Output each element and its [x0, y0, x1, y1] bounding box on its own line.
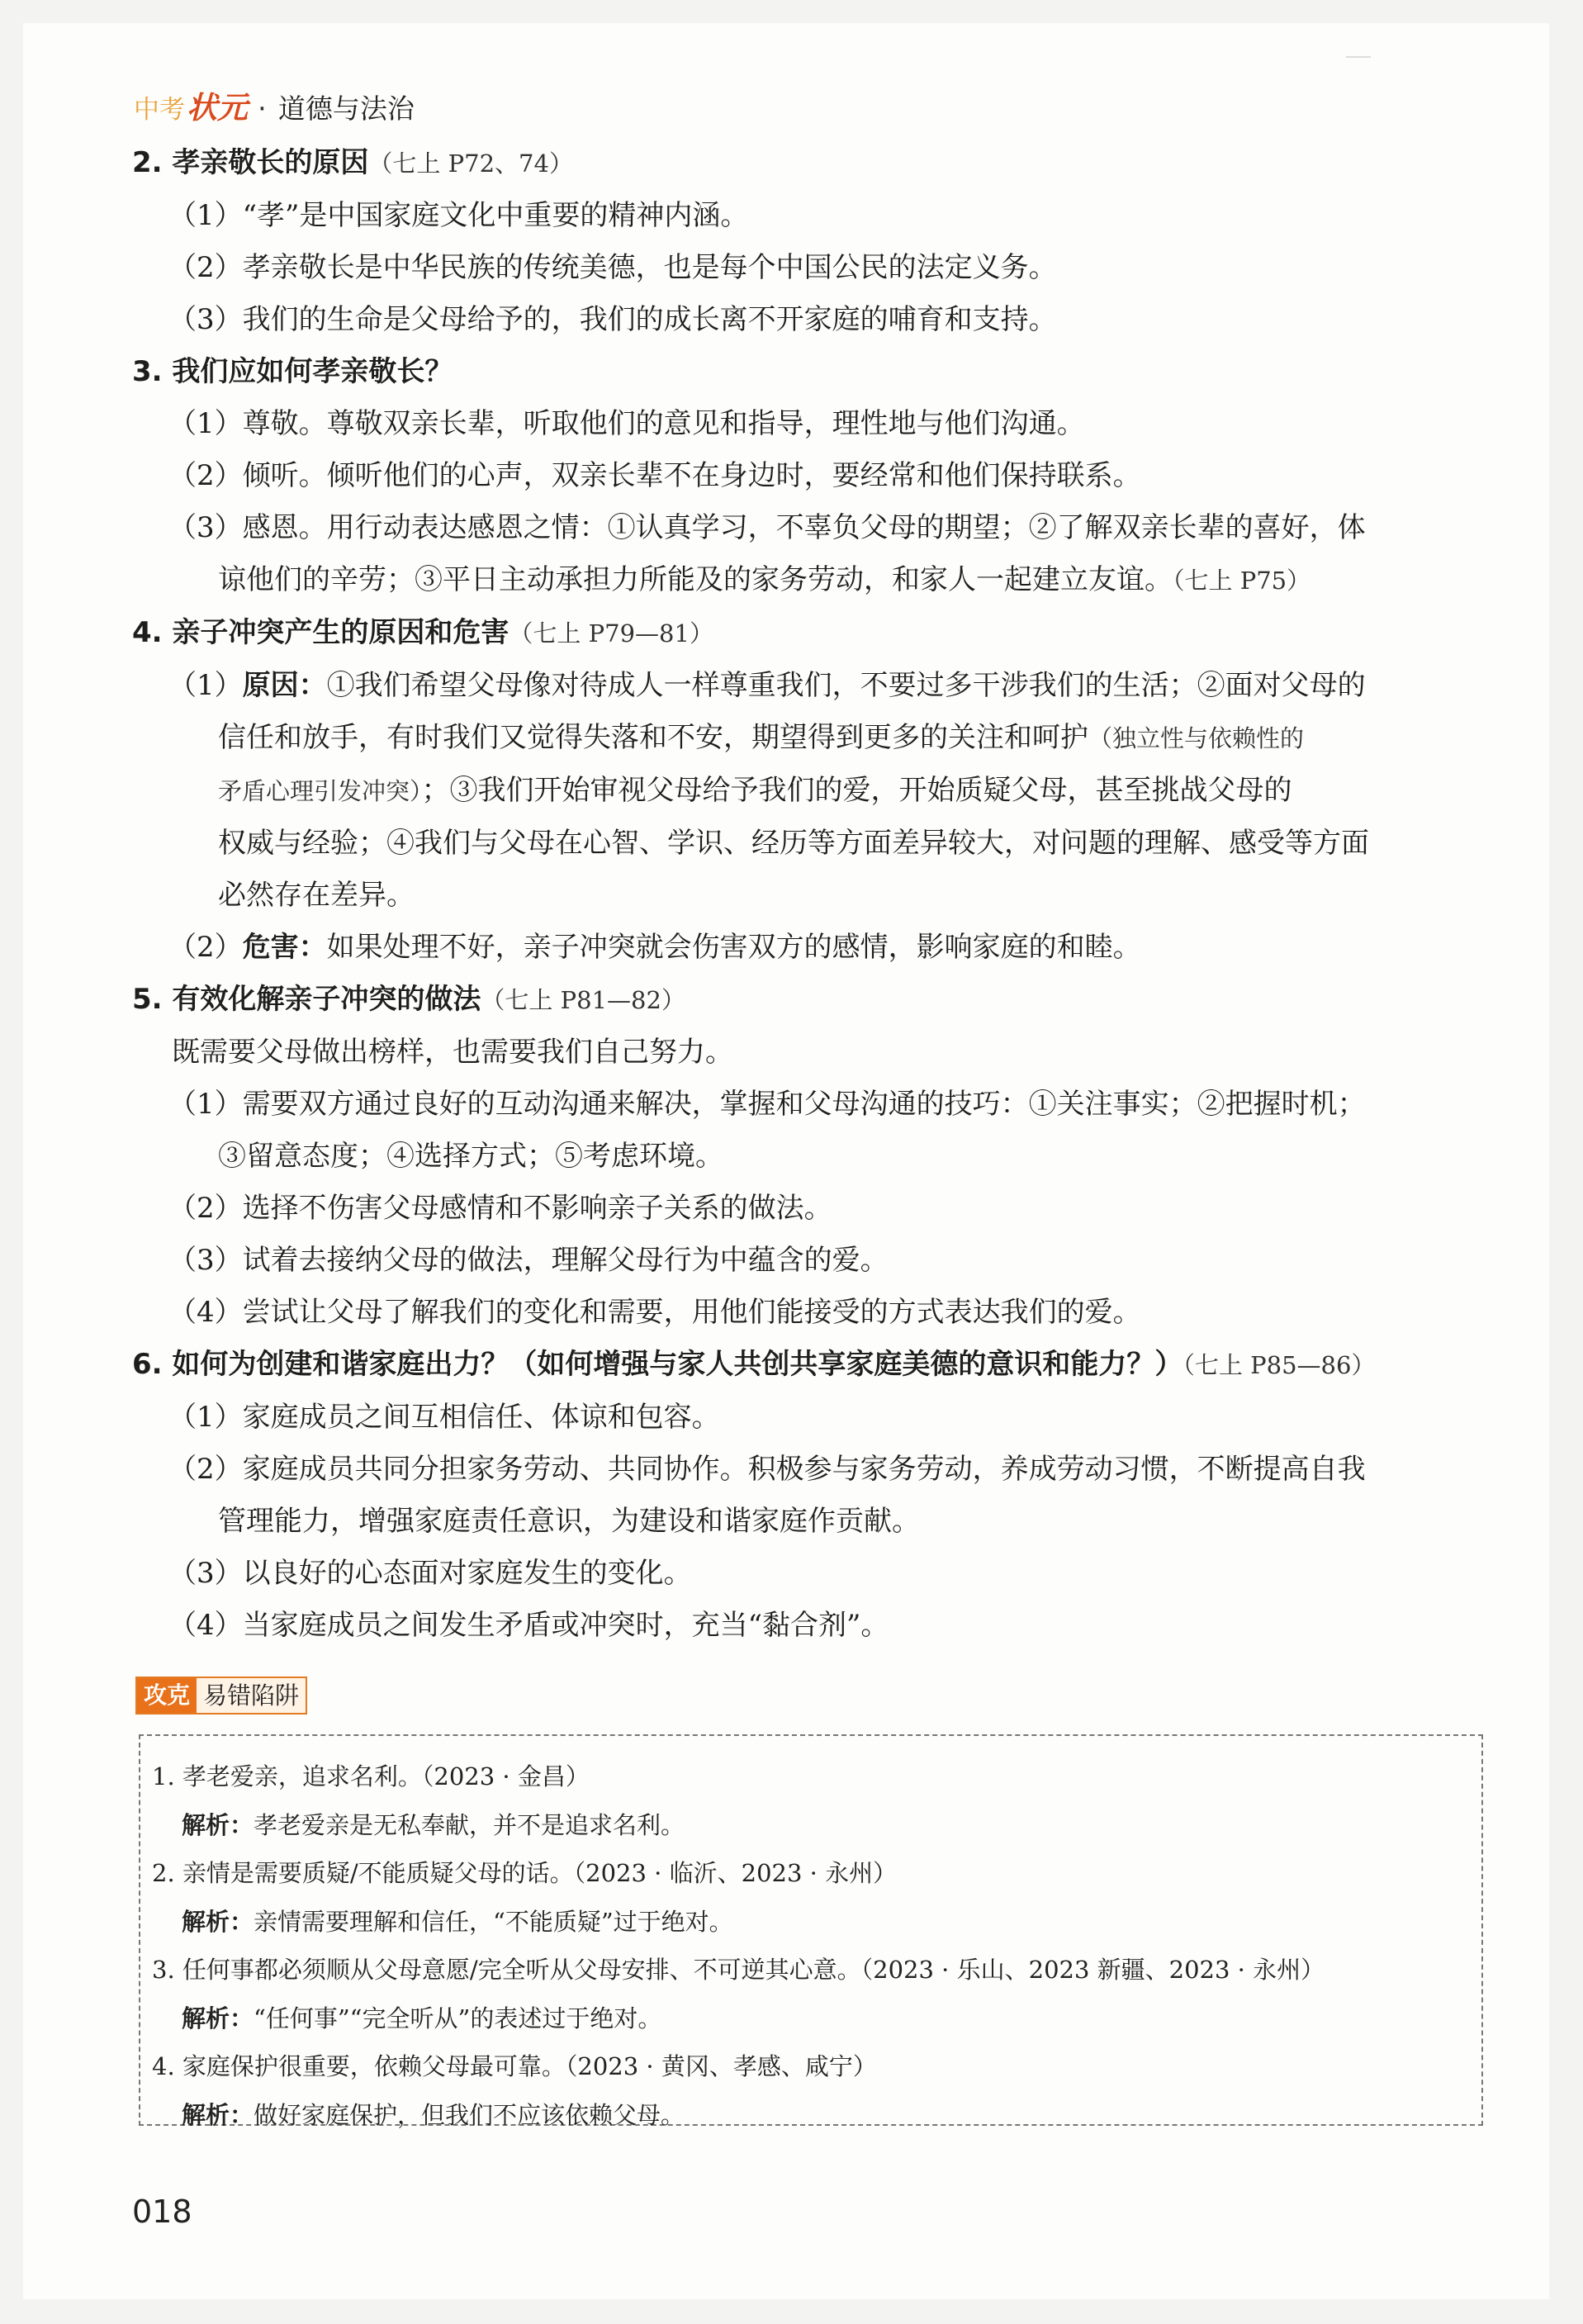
- trap-analysis: 解析：“任何事”“完全听从”的表述过于绝对。: [182, 2004, 662, 2032]
- list-item: （4）尝试让父母了解我们的变化和需要，用他们能接受的方式表达我们的爱。: [168, 1296, 1141, 1329]
- trap-question: 1. 孝老爱亲，追求名利。（2023 · 金昌）: [152, 1762, 590, 1790]
- traps-tag-left: 攻克: [137, 1678, 197, 1713]
- header-separator: ·: [258, 92, 267, 126]
- traps-tag: [135, 1677, 307, 1715]
- brand-part1: 中考: [134, 95, 185, 125]
- page-number: 018: [132, 2194, 192, 2230]
- list-item: （1）尊敬。尊敬双亲长辈，听取他们的意见和指导，理性地与他们沟通。: [168, 407, 1085, 440]
- section-heading: 3. 我们应如何孝亲敬长？: [132, 355, 453, 388]
- list-item-continuation: 谅他们的辛劳；③平日主动承担力所能及的家务劳动，和家人一起建立友谊。（七上 P75）: [218, 563, 1311, 596]
- traps-box: [139, 1734, 1483, 2129]
- list-item: （3）我们的生命是父母给予的，我们的成长离不开家庭的哺育和支持。: [168, 303, 1057, 336]
- list-item-continuation: 矛盾心理引发冲突）；③我们开始审视父母给予我们的爱，开始质疑父母，甚至挑战父母的: [218, 774, 1292, 807]
- list-item: （3）以良好的心态面对家庭发生的变化。: [168, 1557, 692, 1590]
- list-item: （2）家庭成员共同分担家务劳动、共同协作。积极参与家务劳动，养成劳动习惯，不断提高自我: [168, 1453, 1366, 1486]
- list-item: （2）危害：如果处理不好，亲子冲突就会伤害双方的感情，影响家庭的和睦。: [168, 931, 1141, 964]
- list-item-continuation: 信任和放手，有时我们又觉得失落和不安，期望得到更多的关注和呵护（独立性与依赖性的: [218, 721, 1305, 754]
- brand-part2: 状元: [187, 90, 248, 126]
- section-heading: 5. 有效化解亲子冲突的做法（七上 P81—82）: [132, 983, 685, 1016]
- running-header: [134, 83, 415, 127]
- trap-question: 3. 任何事都必须顺从父母意愿/完全听从父母安排、不可逆其心意。（2023 · 乐山、2023 新疆、2023 · 永州）: [152, 1956, 1325, 1984]
- trap-analysis: 解析：孝老爱亲是无私奉献，并不是追求名利。: [182, 1810, 685, 1839]
- list-item-continuation: 权威与经验；④我们与父母在心智、学识、经历等方面差异较大，对问题的理解、感受等方面: [218, 827, 1369, 860]
- section-heading: 4. 亲子冲突产生的原因和危害（七上 P79—81）: [132, 616, 713, 649]
- trap-analysis: 解析：做好家庭保护，但我们不应该依赖父母。: [182, 2100, 685, 2129]
- trap-question: 2. 亲情是需要质疑/不能质疑父母的话。（2023 · 临沂、2023 · 永州）: [152, 1859, 898, 1887]
- trap-question: 4. 家庭保护很重要，依赖父母最可靠。（2023 · 黄冈、孝感、咸宁）: [152, 2052, 877, 2080]
- list-item: （1）“孝”是中国家庭文化中重要的精神内涵。: [168, 199, 749, 232]
- list-item: （2）选择不伤害父母感情和不影响亲子关系的做法。: [168, 1192, 832, 1225]
- list-item: （1）家庭成员之间互相信任、体谅和包容。: [168, 1401, 720, 1434]
- list-item-continuation: ③留意态度；④选择方式；⑤考虑环境。: [218, 1140, 723, 1173]
- list-item: （3）感恩。用行动表达感恩之情：①认真学习，不辜负父母的期望；②了解双亲长辈的喜好，体: [168, 511, 1366, 544]
- section-heading: 2. 孝亲敬长的原因（七上 P72、74）: [132, 146, 573, 179]
- list-item: （1）原因：①我们希望父母像对待成人一样尊重我们，不要过多干涉我们的生活；②面对父母的: [168, 669, 1366, 702]
- list-item: （1）需要双方通过良好的互动沟通来解决，掌握和父母沟通的技巧：①关注事实；②把握时机；: [168, 1088, 1366, 1121]
- section-intro: 既需要父母做出榜样，也需要我们自己努力。: [172, 1036, 733, 1069]
- section-heading: 6. 如何为创建和谐家庭出力？（如何增强与家人共创共享家庭美德的意识和能力？）（七上 P85—86）: [132, 1348, 1376, 1381]
- trap-analysis: 解析：亲情需要理解和信任，“不能质疑”过于绝对。: [182, 1907, 733, 1936]
- main-content: [132, 137, 1495, 1652]
- subject-title: 道德与法治: [277, 92, 415, 125]
- list-item-continuation: 管理能力，增强家庭责任意识，为建设和谐家庭作贡献。: [218, 1505, 920, 1538]
- list-item: （2）倾听。倾听他们的心声，双亲长辈不在身边时，要经常和他们保持联系。: [168, 459, 1141, 492]
- scan-mark: [1346, 56, 1371, 58]
- list-item: （2）孝亲敬长是中华民族的传统美德，也是每个中国公民的法定义务。: [168, 251, 1057, 284]
- traps-tag-right: 易错陷阱: [197, 1678, 306, 1713]
- list-item-continuation: 必然存在差异。: [218, 879, 415, 912]
- list-item: （4）当家庭成员之间发生矛盾或冲突时，充当“黏合剂”。: [168, 1609, 889, 1642]
- list-item: （3）试着去接纳父母的做法，理解父母行为中蕴含的爱。: [168, 1244, 889, 1277]
